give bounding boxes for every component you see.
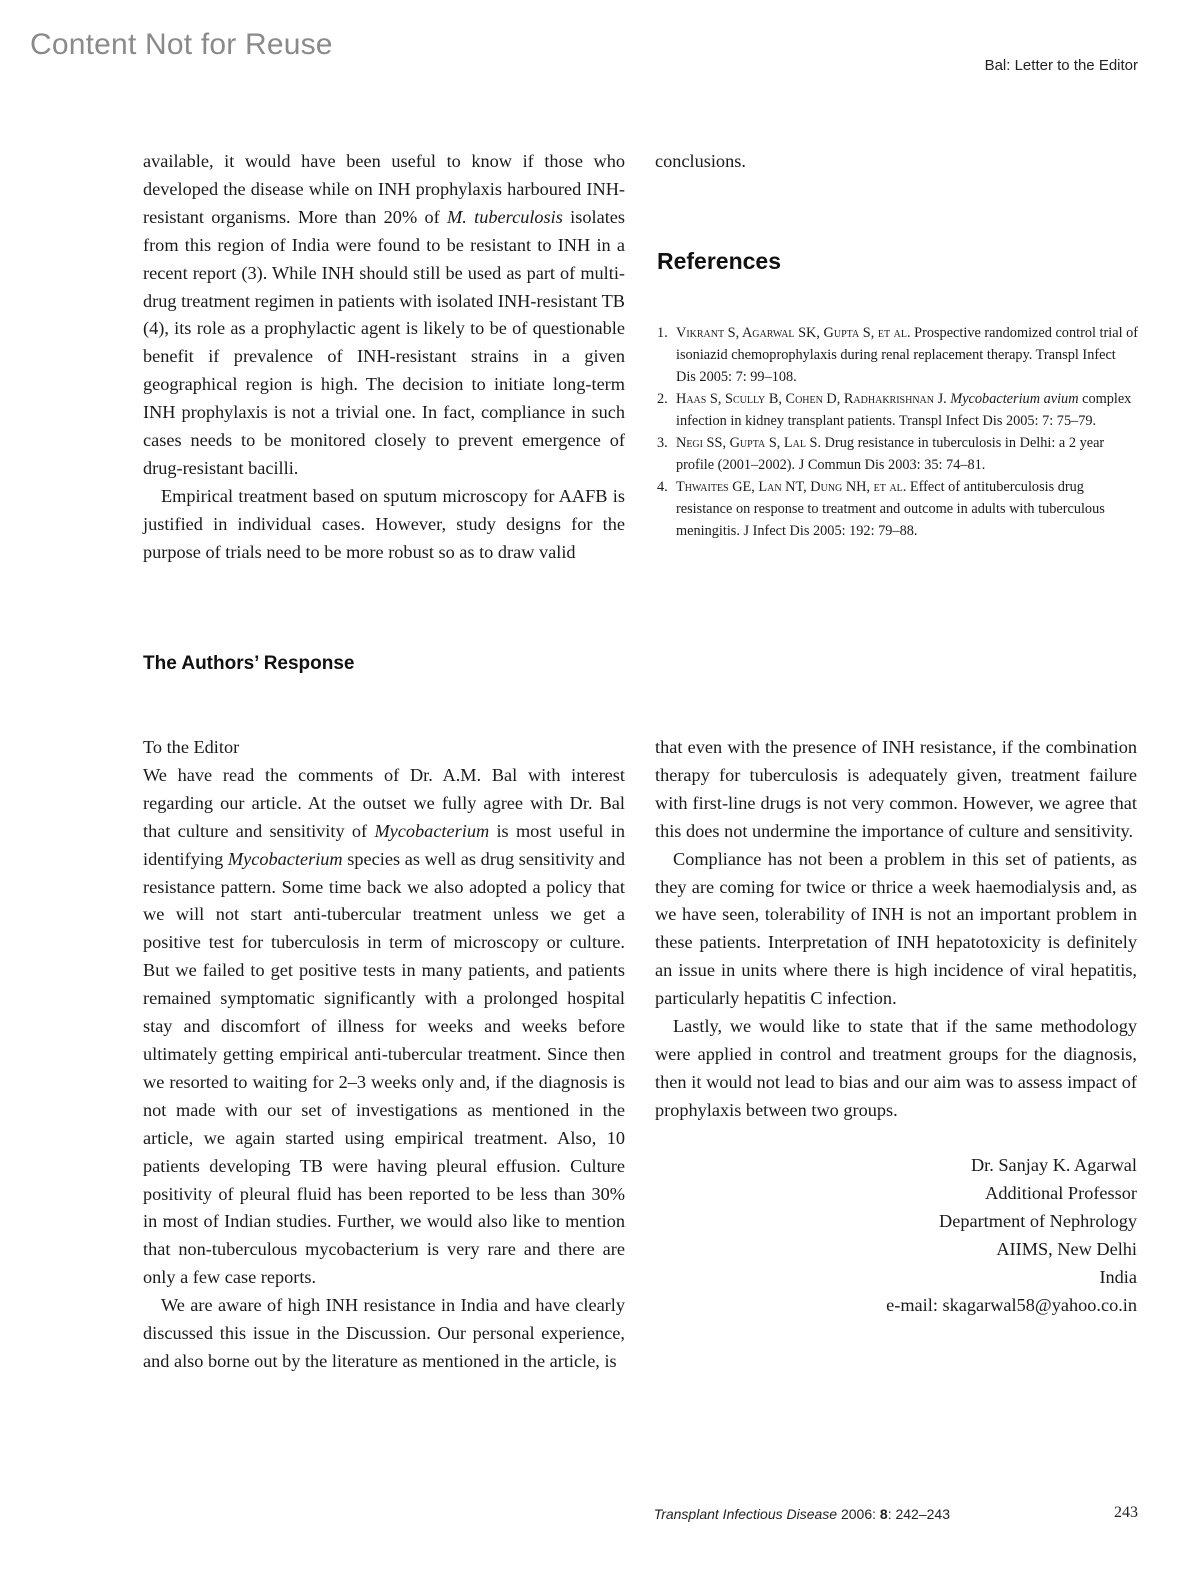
reference-number: 1.: [657, 325, 668, 341]
reference-item: [657, 322, 1139, 388]
journal-pages: : 242–243: [887, 1506, 950, 1522]
letter-paragraph-2-continued: conclusions.: [655, 151, 746, 171]
reference-number: 3.: [657, 435, 668, 451]
reference-authors: Negi SS, Gupta S, Lal S.: [676, 435, 822, 451]
response-text: We have read the comments of Dr. A.M. Bal with interest regarding our article. At the outset we fully agree with Dr. Bal that culture and sensitivity of: [143, 764, 625, 841]
response-paragraph-2-continued: that even with the presence of INH resistance, if the combination therapy for tuberculosis is adequately given, treatment failure with first-line drugs is not very common. However, we agree that this does not undermine the importance of culture and sensitivity.: [655, 737, 1137, 841]
running-head: Bal: Letter to the Editor: [984, 57, 1138, 74]
reference-text: Effect of antituberculosis drug resistance on response to treatment and outcome in adults with tuberculous meningitis. J Infect Dis 2005: 192: 79–88.: [676, 479, 1105, 539]
response-paragraph-4: Lastly, we would like to state that if the same methodology were applied in control and treatment groups for the diagnosis, then it would not lead to bias and our aim was to assess impact of prophylaxis between two groups.: [655, 1016, 1137, 1120]
reference-list: [657, 322, 1139, 542]
reference-authors: Vikrant S, Agarwal SK, Gupta S, et al.: [676, 325, 911, 341]
reference-species: Mycobacterium avium: [950, 391, 1079, 407]
author-institution: AIIMS, New Delhi: [996, 1238, 1137, 1259]
response-text: species as well as drug sensitivity and resistance pattern. Some time back we also adopted a policy that we will not start anti-tubercular treatment unless we get a positive test for tuberculosis in term of microscopy or culture. But we failed to get positive tests in many patients, and patients remained symptomatic significantly with a prolonged hospital stay and discomfort of illness for weeks and weeks before ultimately getting empirical anti-tubercular treatment. Since then we resorted to waiting for 2–3 weeks only and, if the diagnosis is not made with our set of investigations as mentioned in the article, we again started using empirical treatment. Also, 10 patients developing TB were having pleural effusion. Culture positivity of pleural fluid has been reported to be less than 30% in most of Indian studies. Further, we would also like to mention that non-tuberculous mycobacterium is very rare and there are only a few case reports.: [143, 848, 626, 1288]
author-country: India: [1099, 1266, 1137, 1287]
letter-paragraph-1: [143, 148, 625, 483]
reference-text: complex infection in kidney transplant patients. Transpl Infect Dis 2005: 7: 75–79.: [676, 391, 1132, 429]
response-paragraph-3: Compliance has not been a problem in this set of patients, as they are coming for twice or thrice a week haemodialysis and, as we have seen, tolerability of INH is not an important problem in these patients. Interpretation of INH hepatotoxicity is definitely an issue in units where there is high incidence of viral hepatitis, particularly hepatitis C infection.: [655, 848, 1137, 1009]
reference-number: 2.: [657, 391, 668, 407]
watermark: Content Not for Reuse: [30, 28, 333, 61]
references-heading: References: [657, 248, 782, 274]
author-title: Additional Professor: [985, 1182, 1137, 1203]
reference-item: [657, 388, 1139, 432]
letter-text: Empirical treatment based on sputum microscopy for AAFB is justified in individual cases. However, study designs for the purpose of trials need to be more robust so as to draw valid: [143, 485, 625, 562]
author-name: Dr. Sanjay K. Agarwal: [970, 1154, 1137, 1175]
author-email: e-mail: skagarwal58@yahoo.co.in: [886, 1294, 1137, 1315]
response-paragraph-1: [143, 762, 625, 1292]
reference-authors: Thwaites GE, Lan NT, Dung NH, et al.: [676, 479, 907, 495]
reference-number: 4.: [657, 479, 668, 495]
letter-text: available, it would have been useful to know if those who developed the disease while on INH prophylaxis harboured INH-resistant organisms. More than 20% of: [143, 151, 625, 227]
response-text: is most useful in identifying: [143, 820, 625, 869]
journal-year: 2006:: [837, 1506, 880, 1522]
genus-name: Mycobacterium: [227, 848, 343, 869]
reference-text: Prospective randomized control trial of isoniazid chemoprophylaxis during renal replacement therapy. Transpl Infect Dis 2005: 7: 99–108.: [676, 325, 1139, 385]
response-column-right: [655, 734, 1137, 1319]
letter-column-left: [143, 148, 625, 567]
journal-volume: 8: [879, 1506, 888, 1522]
salutation: To the Editor: [143, 737, 240, 757]
reference-authors: Haas S, Scully B, Cohen D, Radhakrishnan J.: [676, 391, 947, 407]
letter-paragraph-2: [143, 483, 625, 567]
letter-column-right: [655, 148, 1137, 176]
journal-name: Transplant Infectious Disease: [653, 1506, 838, 1522]
reference-item: [657, 476, 1139, 542]
journal-citation: [654, 1506, 950, 1522]
authors-response-heading: The Authors’ Response: [143, 653, 355, 674]
response-column-left: [143, 734, 625, 1376]
signature-block: [655, 1151, 1137, 1319]
letter-text: isolates from this region of India were found to be resistant to INH in a recent report (3). While INH should still be used as part of multi-drug treatment regimen in patients with isolated INH-resistant TB (4), its role as a prophylactic agent is likely to be of questionable benefit if prevalence of INH-resistant strains in a given geographical region is high. The decision to initiate long-term INH prophylaxis is not a trivial one. In fact, compliance in such cases needs to be monitored closely to prevent emergence of drug-resistant bacilli.: [143, 206, 626, 478]
response-paragraph-2: We are aware of high INH resistance in India and have clearly discussed this issue in the Discussion. Our personal experience, and also borne out by the literature as mentioned in the article, is: [143, 1295, 625, 1371]
author-department: Department of Nephrology: [939, 1210, 1137, 1231]
genus-name: Mycobacterium: [374, 820, 490, 841]
reference-text: Drug resistance in tuberculosis in Delhi: a 2 year profile (2001–2002). J Commun Dis 2003: 35: 74–81.: [676, 435, 1105, 473]
reference-item: [657, 432, 1139, 476]
species-name: M. tuberculosis: [447, 206, 563, 227]
page-number: 243: [1114, 1504, 1138, 1521]
